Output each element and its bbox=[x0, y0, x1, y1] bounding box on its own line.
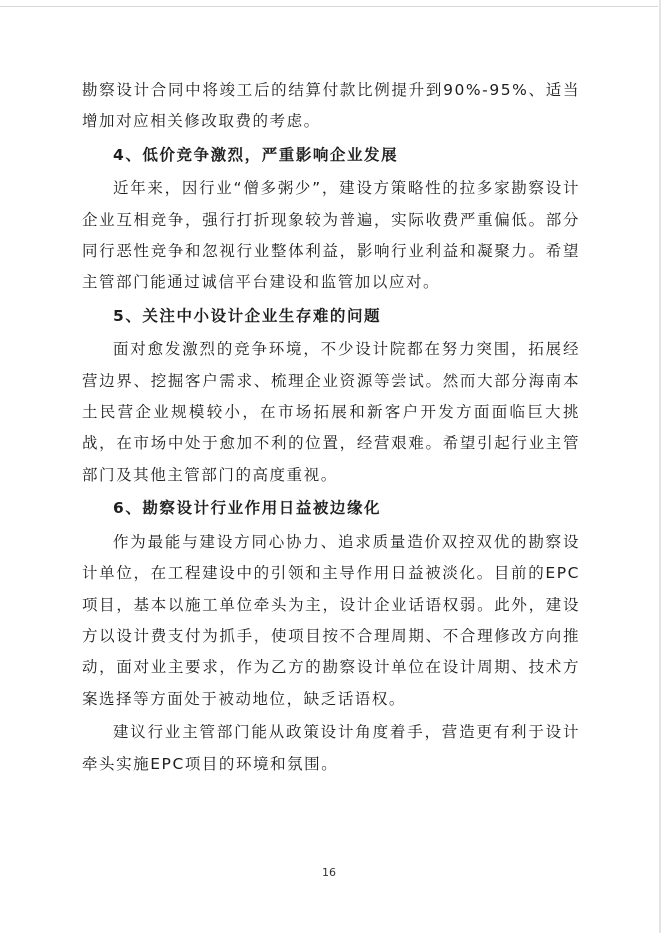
top-divider bbox=[0, 6, 658, 7]
page-number: 16 bbox=[322, 866, 336, 879]
paragraph-recommendation: 建议行业主管部门能从政策设计角度着手，营造更有利于设计牵头实施EPC项目的环境和氛围。 bbox=[82, 723, 580, 773]
section-heading-4: 4、低价竞争激烈，严重影响企业发展 bbox=[113, 145, 399, 164]
section-heading-6: 6、勘察设计行业作用日益被边缘化 bbox=[113, 499, 382, 518]
section-heading-5: 5、关注中小设计企业生存难的问题 bbox=[113, 306, 382, 325]
document-body bbox=[82, 75, 580, 780]
paragraph-section-4: 近年来，因行业“僧多粥少”，建设方策略性的拉多家勘察设计企业互相竞争，强行打折现象较为普遍，实际收费严重偏低。部分同行恶性竞争和忽视行业整体利益，影响行业利益和凝聚力。希望主管部门能通过诚信平台建设和监管加以应对。 bbox=[82, 179, 580, 292]
paragraph-section-5: 面对愈发激烈的竞争环境，不少设计院都在努力突围，拓展经营边界、挖掘客户需求、梳理企业资源等尝试。然而大部分海南本土民营企业规模较小，在市场拓展和新客户开发方面面临巨大挑战，在市场中处于愈加不利的位置，经营艰难。希望引起行业主管部门及其他主管部门的高度重视。 bbox=[82, 340, 580, 484]
paragraph-continuation: 勘察设计合同中将竣工后的结算付款比例提升到90%-95%、适当增加对应相关修改取费的考虑。 bbox=[82, 81, 580, 131]
paragraph-section-6: 作为最能与建设方同心协力、追求质量造价双控双优的勘察设计单位，在工程建设中的引领和主导作用日益被淡化。目前的EPC项目，基本以施工单位牵头为主，设计企业话语权弱。此外，建设方以设计费支付为抓手，使项目按不合理周期、不合理修改方向推动，面对业主要求，作为乙方的勘察设计单位在设计周期、技术方案选择等方面处于被动地位，缺乏话语权。 bbox=[82, 532, 580, 708]
page-edge bbox=[659, 0, 661, 933]
